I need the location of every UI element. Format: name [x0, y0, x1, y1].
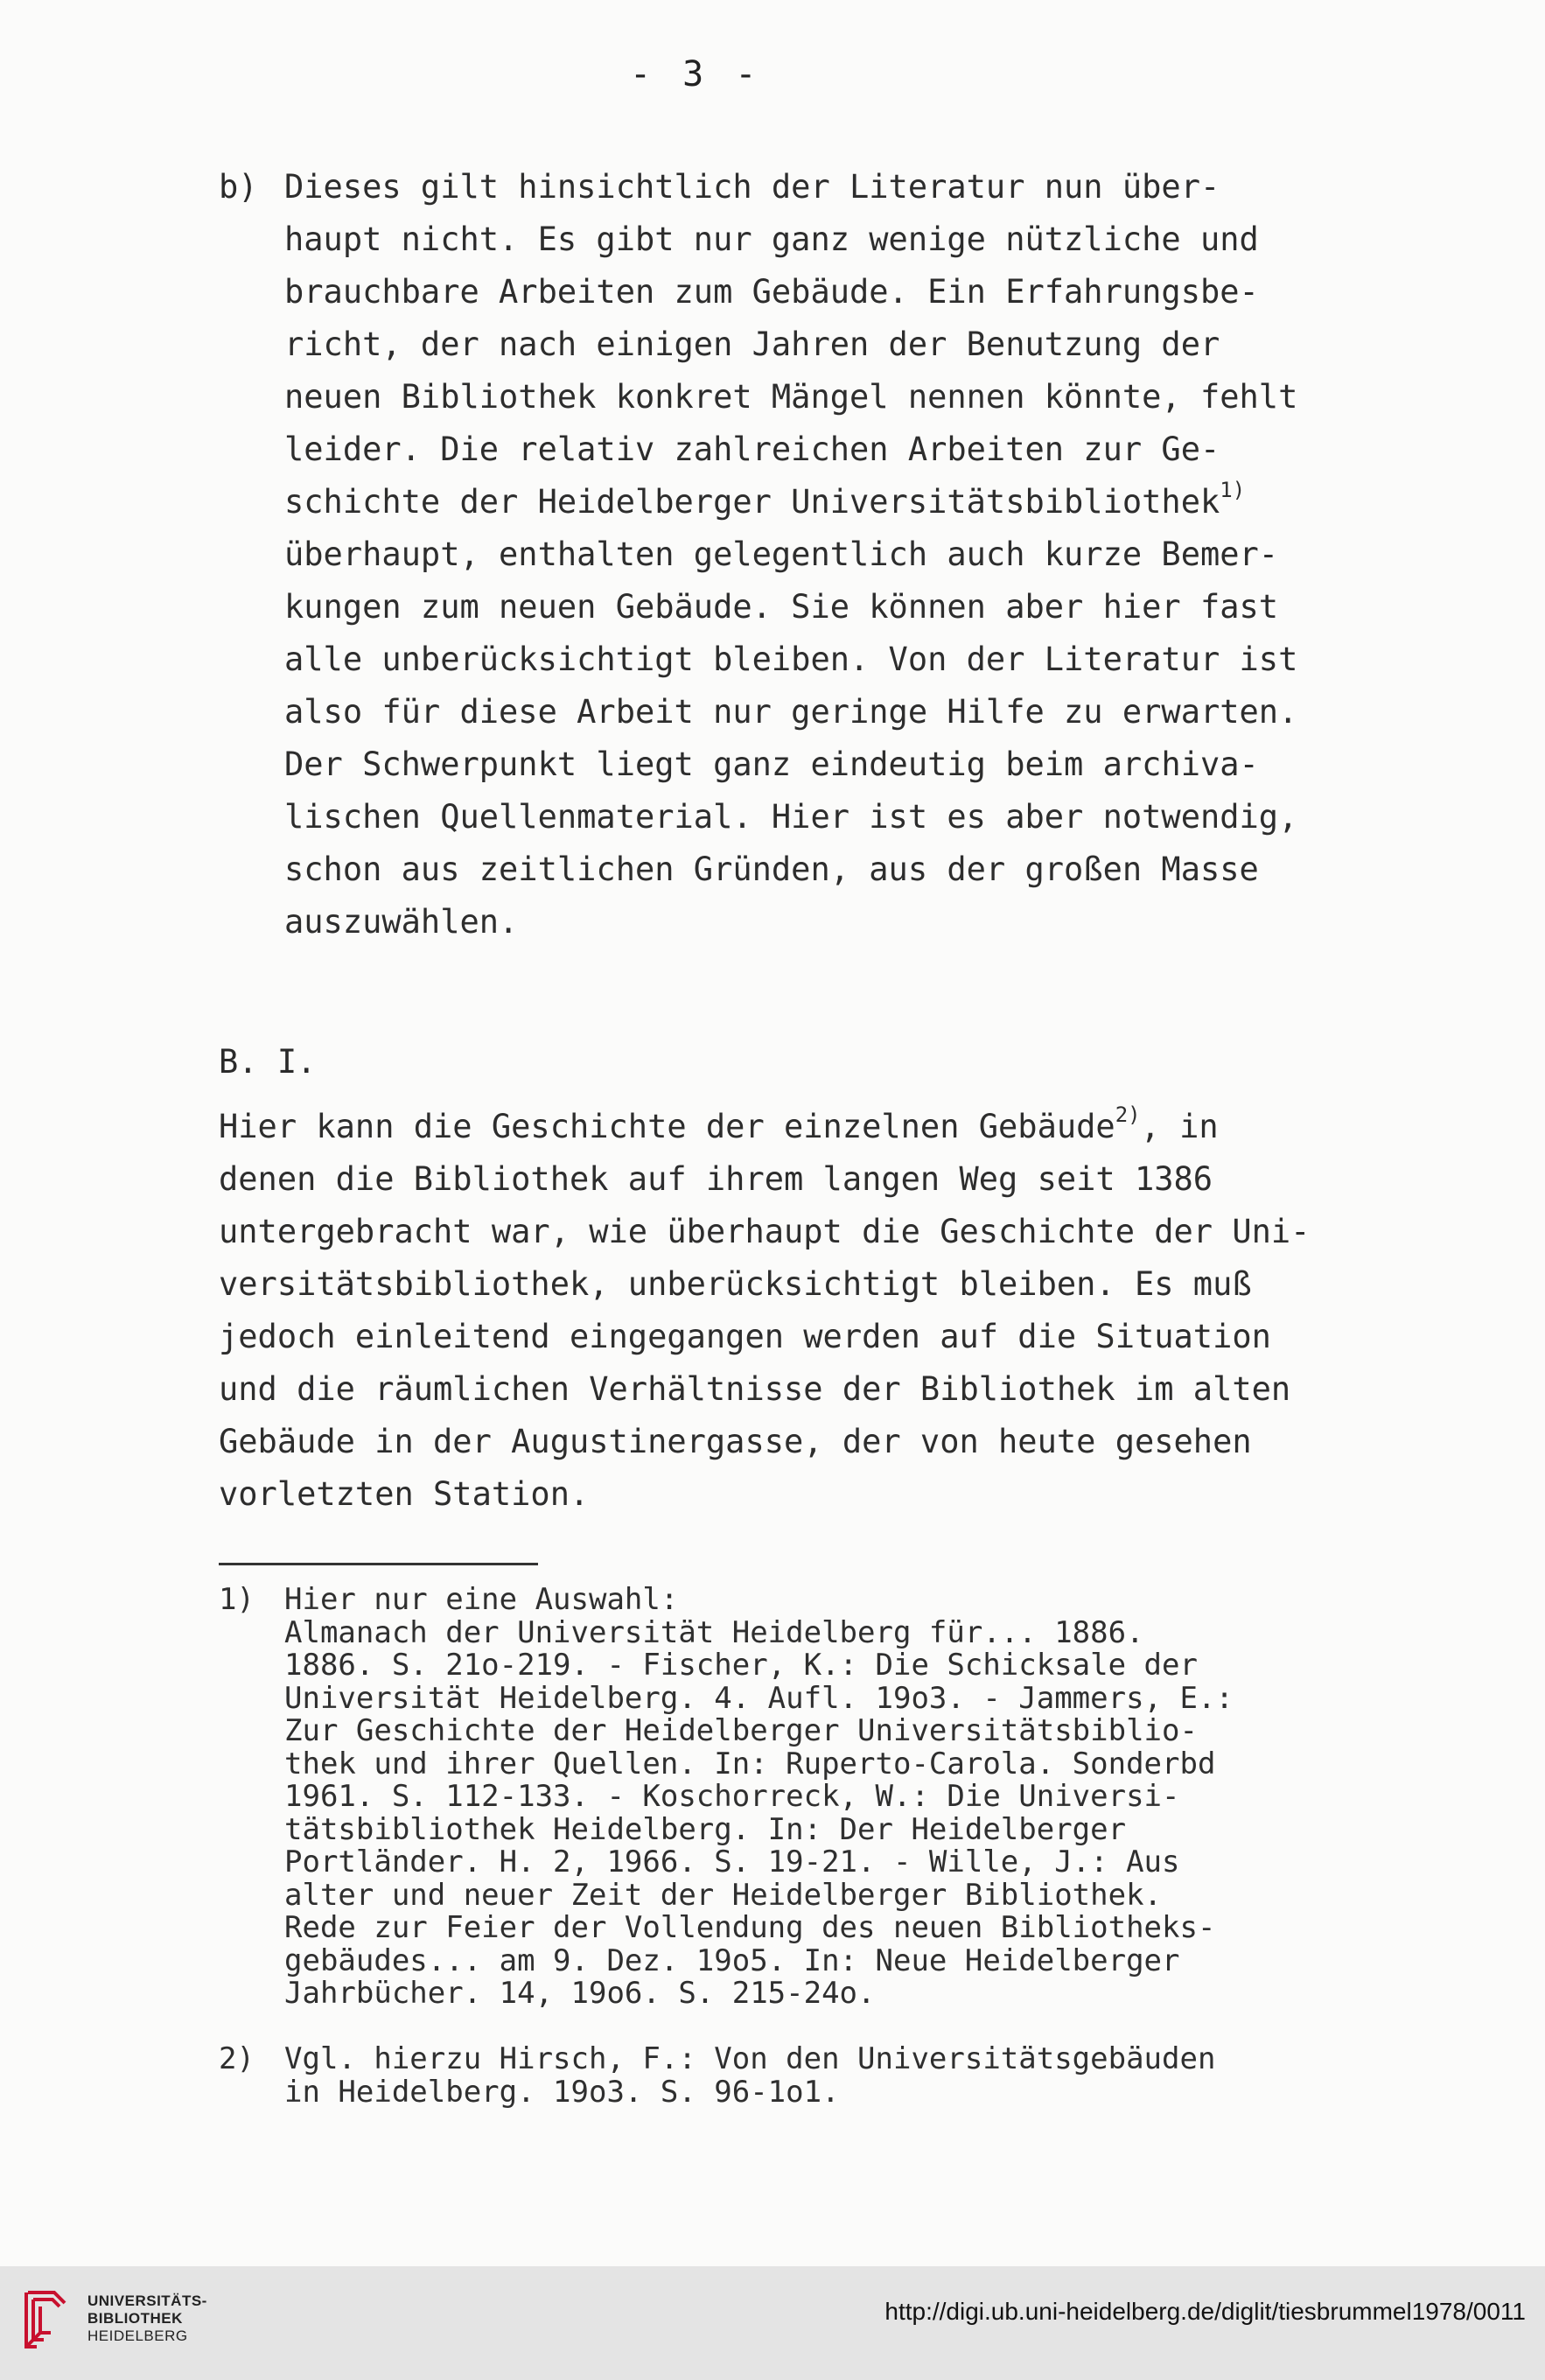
- footnote-line: alter und neuer Zeit der Heidelberger Bibliothek.: [284, 1877, 1163, 1913]
- footnote-line: Jahrbücher. 14, 19o6. S. 215-24o.: [284, 1976, 876, 2011]
- footnote-ref-2[interactable]: 2): [1115, 1102, 1141, 1127]
- footnote-line: Almanach der Universität Heidelberg für... 1886.: [284, 1614, 1144, 1650]
- library-name-line: HEIDELBERG: [87, 2328, 188, 2344]
- library-name-line: UNIVERSITÄTS-: [87, 2292, 207, 2309]
- footnote-line: Zur Geschichte der Heidelberger Universitätsbiblio-: [284, 1713, 1198, 1748]
- footnote-line: Rede zur Feier der Vollendung des neuen Bibliotheks-: [284, 1910, 1216, 1945]
- footnote-divider: [219, 1563, 538, 1565]
- footnote-ref-1[interactable]: 1): [1220, 478, 1246, 502]
- library-name-line: BIBLIOTHEK: [87, 2310, 183, 2327]
- footnote-line: 1886. S. 21o-219. - Fischer, K.: Die Schicksale der: [284, 1648, 1198, 1683]
- text-segment: , in: [1140, 1108, 1219, 1145]
- text-line: Dieses gilt hinsichtlich der Literatur nun über-: [284, 168, 1220, 206]
- library-name: [87, 2292, 207, 2345]
- footnote-line: Hier nur eine Auswahl:: [284, 1582, 679, 1617]
- text-line: auszuwählen.: [284, 903, 519, 941]
- text-line: überhaupt, enthalten gelegentlich auch kurze Bemer-: [284, 536, 1279, 573]
- footnote-2-label: 2): [219, 2041, 255, 2076]
- footnote-line: Universität Heidelberg. 4. Aufl. 19o3. - Jammers, E.:: [284, 1680, 1234, 1716]
- text-line: vorletzten Station.: [219, 1475, 590, 1513]
- footnote-line: 1961. S. 112-133. - Koschorreck, W.: Die Universi-: [284, 1779, 1180, 1814]
- footnote-1-label: 1): [219, 1582, 255, 1617]
- text-line: und die räumlichen Verhältnisse der Bibliothek im alten: [219, 1370, 1291, 1408]
- permalink-url[interactable]: http://digi.ub.uni-heidelberg.de/diglit/tiesbrummel1978/0011: [884, 2298, 1526, 2325]
- footnote-line: tätsbibliothek Heidelberg. In: Der Heidelberger: [284, 1811, 1127, 1847]
- text-line: alle unberücksichtigt bleiben. Von der Literatur ist: [284, 640, 1298, 678]
- footnote-line: Portländer. H. 2, 1966. S. 19-21. - Wille, J.: Aus: [284, 1844, 1180, 1880]
- text-segment: Hier kann die Geschichte der einzelnen Gebäude: [219, 1108, 1115, 1145]
- text-line: [284, 476, 1297, 528]
- viewer-footer: [0, 2266, 1545, 2380]
- text-line: untergebracht war, wie überhaupt die Geschichte der Uni-: [219, 1213, 1311, 1250]
- footnote-2: [284, 2043, 1215, 2109]
- text-line: Gebäude in der Augustinergasse, der von heute gesehen: [219, 1423, 1252, 1460]
- text-line: haupt nicht. Es gibt nur ganz wenige nützliche und: [284, 220, 1259, 258]
- footnote-line: gebäudes... am 9. Dez. 19o5. In: Neue Heidelberger: [284, 1942, 1180, 1978]
- text-line: Der Schwerpunkt liegt ganz eindeutig beim archiva-: [284, 746, 1259, 783]
- footnote-line: in Heidelberg. 19o3. S. 96-1o1.: [284, 2074, 840, 2110]
- footnote-line: Vgl. hierzu Hirsch, F.: Von den Universitätsgebäuden: [284, 2041, 1216, 2076]
- text-line: lischen Quellenmaterial. Hier ist es aber notwendig,: [284, 798, 1298, 836]
- page-number: - 3 -: [630, 54, 762, 94]
- text-line: schon aus zeitlichen Gründen, aus der großen Masse: [284, 850, 1259, 888]
- ub-heidelberg-logo-icon[interactable]: [19, 2286, 72, 2356]
- section-heading: B. I.: [219, 1043, 317, 1081]
- text-line: brauchbare Arbeiten zum Gebäude. Ein Erfahrungsbe-: [284, 273, 1259, 311]
- footnote-1: [284, 1584, 1234, 2011]
- text-line: neuen Bibliothek konkret Mängel nennen könnte, fehlt: [284, 378, 1298, 416]
- paragraph-b-i: [219, 1101, 1310, 1521]
- text-line: versitätsbibliothek, unberücksichtigt bleiben. Es muß: [219, 1265, 1252, 1303]
- text-line: jedoch einleitend eingegangen werden auf die Situation: [219, 1318, 1271, 1355]
- text-line: richt, der nach einigen Jahren der Benutzung der: [284, 326, 1220, 363]
- text-line: leider. Die relativ zahlreichen Arbeiten zur Ge-: [284, 430, 1220, 468]
- text-line: [219, 1101, 1310, 1153]
- text-line: denen die Bibliothek auf ihrem langen Weg seit 1386: [219, 1160, 1213, 1198]
- text-line: also für diese Arbeit nur geringe Hilfe zu erwarten.: [284, 693, 1298, 731]
- paragraph-label: b): [219, 168, 258, 206]
- text-segment: schichte der Heidelberger Universitätsbibliothek: [284, 483, 1220, 521]
- text-line: kungen zum neuen Gebäude. Sie können aber hier fast: [284, 588, 1279, 626]
- footnote-line: thek und ihrer Quellen. In: Ruperto-Carola. Sonderbd: [284, 1746, 1216, 1782]
- paragraph-b: [284, 161, 1297, 948]
